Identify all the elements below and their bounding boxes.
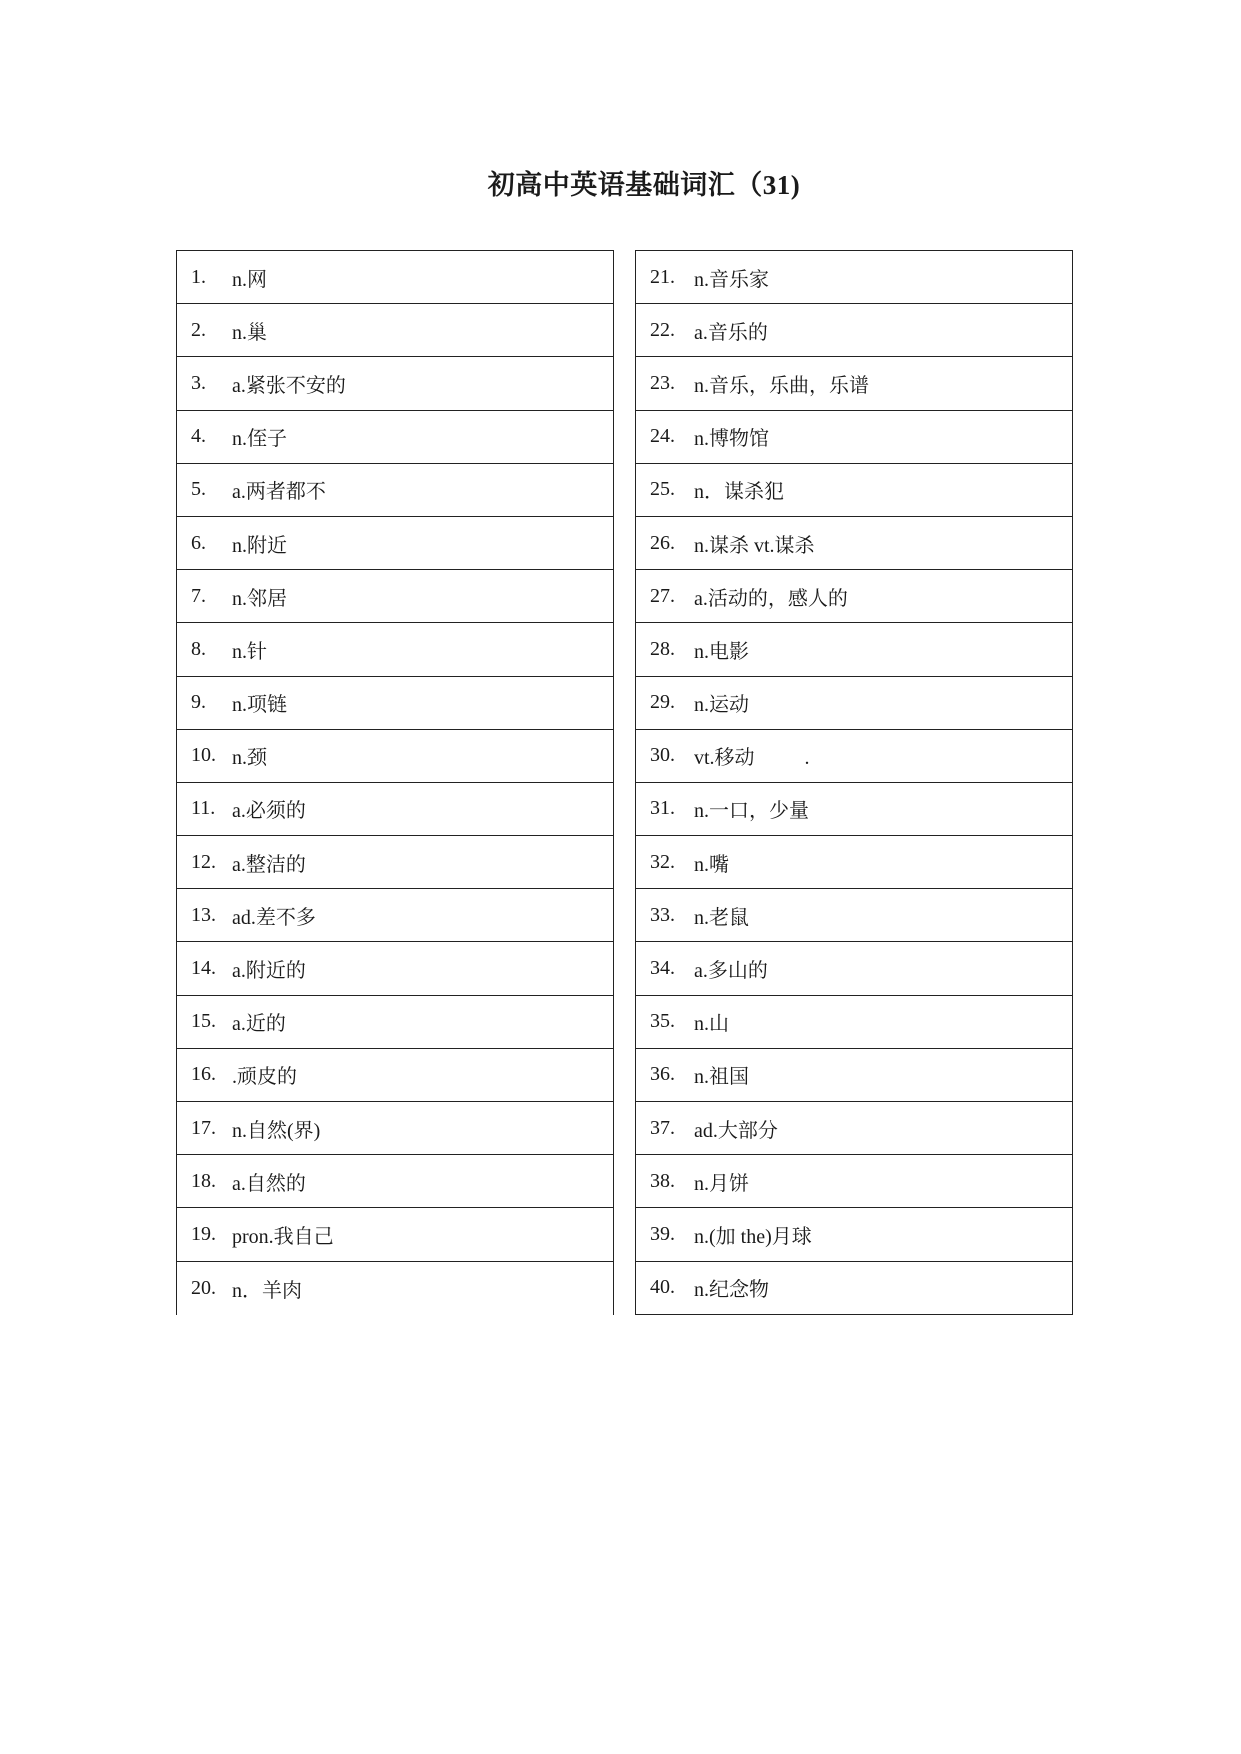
- vocab-number: 2.: [191, 318, 206, 341]
- vocab-definition: n.侄子: [232, 428, 287, 451]
- vocab-number: 39.: [650, 1222, 675, 1245]
- vocab-row: [176, 835, 614, 888]
- vocab-definition: a.多山的: [694, 960, 768, 983]
- vocab-definition: n.祖国: [694, 1066, 749, 1089]
- vocab-row: [176, 941, 614, 994]
- vocab-number: 5.: [191, 478, 206, 501]
- vocab-definition: a.近的: [232, 1013, 286, 1036]
- vocab-row: [176, 995, 614, 1048]
- vocab-row: [635, 835, 1073, 888]
- vocab-row: [176, 356, 614, 409]
- vocab-number: 10.: [191, 744, 216, 767]
- vocab-number: 6.: [191, 531, 206, 554]
- vocab-row: [635, 250, 1073, 303]
- vocab-number: 28.: [650, 637, 675, 660]
- vocab-definition: a.附近的: [232, 960, 306, 983]
- vocab-definition: n.谋杀 vt.谋杀: [694, 534, 815, 557]
- vocab-number: 25.: [650, 478, 675, 501]
- vocab-row: [635, 516, 1073, 569]
- vocab-row: [635, 782, 1073, 835]
- vocab-number: 20.: [191, 1276, 216, 1299]
- vocab-row: [176, 569, 614, 622]
- vocab-row: [176, 463, 614, 516]
- vocab-definition: n．羊肉: [232, 1279, 302, 1302]
- vocab-number: 7.: [191, 584, 206, 607]
- vocab-number: 18.: [191, 1169, 216, 1192]
- vocab-definition: ad.大部分: [694, 1119, 778, 1142]
- vocab-number: 31.: [650, 797, 675, 820]
- vocab-number: 14.: [191, 957, 216, 980]
- vocab-number: 36.: [650, 1063, 675, 1086]
- vocab-row: [176, 1154, 614, 1207]
- vocab-row: [635, 888, 1073, 941]
- vocab-row: [176, 622, 614, 675]
- vocab-row: [635, 622, 1073, 675]
- vocab-number: 23.: [650, 371, 675, 394]
- vocab-table-left: [176, 250, 614, 1315]
- page-title: 初高中英语基础词汇（31): [487, 170, 801, 200]
- vocab-definition: n.音乐，乐曲，乐谱: [694, 374, 869, 397]
- vocab-table-right: [635, 250, 1073, 1315]
- vocab-definition: n.(加 the)月球: [694, 1225, 812, 1248]
- vocab-definition: a.活动的，感人的: [694, 587, 848, 610]
- vocab-row: [635, 1207, 1073, 1260]
- vocab-definition: n.音乐家: [694, 268, 769, 291]
- vocab-row: [635, 356, 1073, 409]
- vocab-row: [635, 676, 1073, 729]
- vocab-row: [635, 1101, 1073, 1154]
- vocab-number: 12.: [191, 850, 216, 873]
- vocab-row: [176, 516, 614, 569]
- vocab-number: 37.: [650, 1116, 675, 1139]
- vocab-row: [176, 1048, 614, 1101]
- vocab-number: 29.: [650, 691, 675, 714]
- vocab-number: 21.: [650, 265, 675, 288]
- vocab-row: [176, 1261, 614, 1316]
- vocab-number: 33.: [650, 903, 675, 926]
- vocab-number: 26.: [650, 531, 675, 554]
- vocab-definition: n.博物馆: [694, 428, 769, 451]
- vocab-row: [635, 410, 1073, 463]
- vocab-definition: a.两者都不: [232, 481, 326, 504]
- vocab-row: [635, 941, 1073, 994]
- vocab-number: 30.: [650, 744, 675, 767]
- vocab-number: 3.: [191, 371, 206, 394]
- vocab-number: 35.: [650, 1010, 675, 1033]
- vocab-row: [635, 463, 1073, 516]
- vocab-number: 27.: [650, 584, 675, 607]
- vocab-number: 34.: [650, 957, 675, 980]
- vocab-definition: n.网: [232, 268, 267, 291]
- vocab-number: 11.: [191, 797, 216, 820]
- vocab-definition: ad.差不多: [232, 906, 316, 929]
- vocab-row: [176, 303, 614, 356]
- vocab-definition: n.山: [694, 1013, 729, 1036]
- vocab-number: 32.: [650, 850, 675, 873]
- vocab-definition: a.紧张不安的: [232, 374, 346, 397]
- vocab-definition: n.老鼠: [694, 906, 749, 929]
- vocab-row: [635, 729, 1073, 782]
- vocab-definition: n.针: [232, 640, 267, 663]
- vocab-row: [176, 250, 614, 303]
- vocab-row: [635, 1261, 1073, 1316]
- vocab-definition: n.附近: [232, 534, 287, 557]
- vocab-definition: n.电影: [694, 640, 749, 663]
- vocab-number: 13.: [191, 903, 216, 926]
- vocab-definition: n.嘴: [694, 853, 729, 876]
- vocab-row: [176, 1101, 614, 1154]
- vocab-row: [176, 888, 614, 941]
- vocab-row: [635, 303, 1073, 356]
- vocab-definition: n.项链: [232, 694, 287, 717]
- vocab-definition: a.必须的: [232, 800, 306, 823]
- vocab-row: [635, 569, 1073, 622]
- vocab-number: 9.: [191, 691, 206, 714]
- vocab-row: [176, 676, 614, 729]
- vocab-row: [176, 782, 614, 835]
- vocab-row: [635, 1154, 1073, 1207]
- vocab-definition: a.整洁的: [232, 853, 306, 876]
- vocab-row: [635, 995, 1073, 1048]
- vocab-definition: n.一口，少量: [694, 800, 809, 823]
- vocab-number: 1.: [191, 265, 206, 288]
- vocab-row: [176, 1207, 614, 1260]
- vocab-definition: a.音乐的: [694, 321, 768, 344]
- vocab-definition: n.巢: [232, 321, 267, 344]
- vocab-definition: vt.移动 .: [694, 747, 810, 770]
- vocab-definition: n.颈: [232, 747, 267, 770]
- vocab-number: 22.: [650, 318, 675, 341]
- vocab-number: 15.: [191, 1010, 216, 1033]
- vocab-row: [635, 1048, 1073, 1101]
- vocab-definition: n.纪念物: [694, 1279, 769, 1302]
- vocab-number: 24.: [650, 425, 675, 448]
- vocab-definition: a.自然的: [232, 1172, 306, 1195]
- vocab-number: 17.: [191, 1116, 216, 1139]
- vocab-definition: .顽皮的: [232, 1066, 297, 1089]
- vocab-definition: n．谋杀犯: [694, 481, 784, 504]
- vocab-definition: n.月饼: [694, 1172, 749, 1195]
- vocab-row: [176, 410, 614, 463]
- vocab-definition: n.邻居: [232, 587, 287, 610]
- vocab-number: 4.: [191, 425, 206, 448]
- vocab-definition: pron.我自己: [232, 1225, 334, 1248]
- vocab-number: 19.: [191, 1222, 216, 1245]
- vocab-number: 16.: [191, 1063, 216, 1086]
- vocab-number: 8.: [191, 637, 206, 660]
- vocab-row: [176, 729, 614, 782]
- vocab-number: 38.: [650, 1169, 675, 1192]
- vocab-definition: n.运动: [694, 694, 749, 717]
- vocab-definition: n.自然(界): [232, 1119, 321, 1142]
- vocab-number: 40.: [650, 1276, 675, 1299]
